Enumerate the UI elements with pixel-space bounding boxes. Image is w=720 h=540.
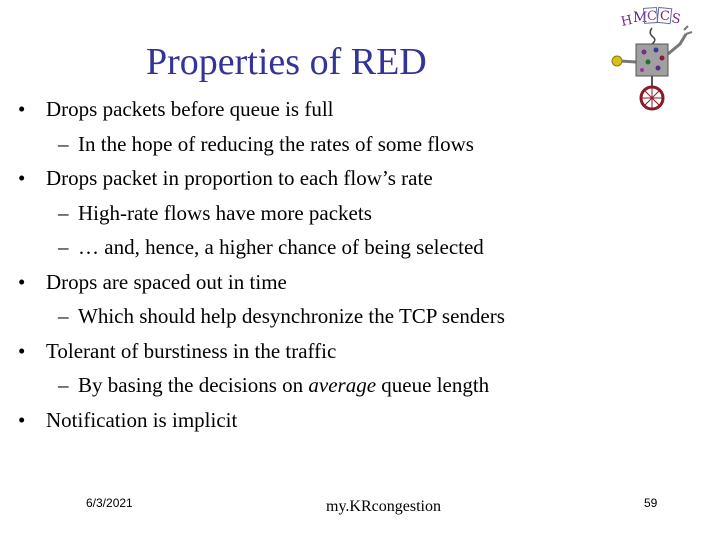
robot-right-claw [684,26,692,34]
slide-title: Properties of RED [146,41,427,83]
robot-antenna [650,28,655,44]
footer-title: my.KRcongestion [326,498,441,515]
sub-bullet-item [18,230,505,265]
svg-text:M: M [633,10,648,26]
bullet-text: Notification is implicit [46,407,238,432]
bullet-text: Drops packet in proportion to each flow’s rate [46,166,433,190]
bullet-list [18,92,505,437]
page-number: 59 [644,496,658,510]
bullet-item [18,161,505,196]
sub-bullet-text-after: queue length [376,373,490,397]
bullet-marker: • [18,269,26,294]
bullet-item [18,403,505,438]
sub-bullet-marker: – [58,131,69,156]
hmc-cs-robot-logo-icon [606,4,696,114]
sub-bullet-marker: – [58,304,69,328]
sub-bullet-text: … and, hence, a higher chance of being selected [78,235,484,259]
bullet-text: Drops packets before queue is full [46,97,334,121]
sub-bullet-text: Which should help desynchronize the TCP senders [78,304,505,328]
svg-text:S: S [670,11,682,28]
sub-bullet-item [18,368,505,403]
bullet-marker: • [18,97,26,121]
bullet-item [18,92,505,127]
sub-bullet-marker: – [58,200,69,225]
svg-text:H: H [619,12,634,30]
sub-bullet-item [18,127,505,162]
bullet-item [18,334,505,369]
sub-bullet-item [18,196,505,231]
robot-left-hand [612,56,622,66]
sub-bullet-item [18,299,505,334]
robot-right-arm [668,34,686,54]
sub-bullet-text: In the hope of reducing the rates of some flows [78,131,474,156]
robot-wheel-spokes [641,87,663,109]
svg-text:C: C [660,9,670,24]
bullet-marker: • [18,166,26,190]
bullet-text: Tolerant of burstiness in the traffic [46,338,337,363]
bullet-item [18,265,505,300]
sub-bullet-marker: – [58,373,69,397]
svg-text:C: C [647,9,657,24]
sub-bullet-text-before: By basing the decisions on [78,373,309,397]
footer-date: 6/3/2021 [86,496,133,510]
sub-bullet-marker: – [58,235,69,259]
emphasized-word: average [308,373,377,397]
bullet-marker: • [18,407,26,432]
bullet-text: Drops are spaced out in time [46,269,287,294]
bullet-marker: • [18,338,26,363]
logo-lettering [620,9,682,30]
sub-bullet-text: High-rate flows have more packets [78,200,372,225]
